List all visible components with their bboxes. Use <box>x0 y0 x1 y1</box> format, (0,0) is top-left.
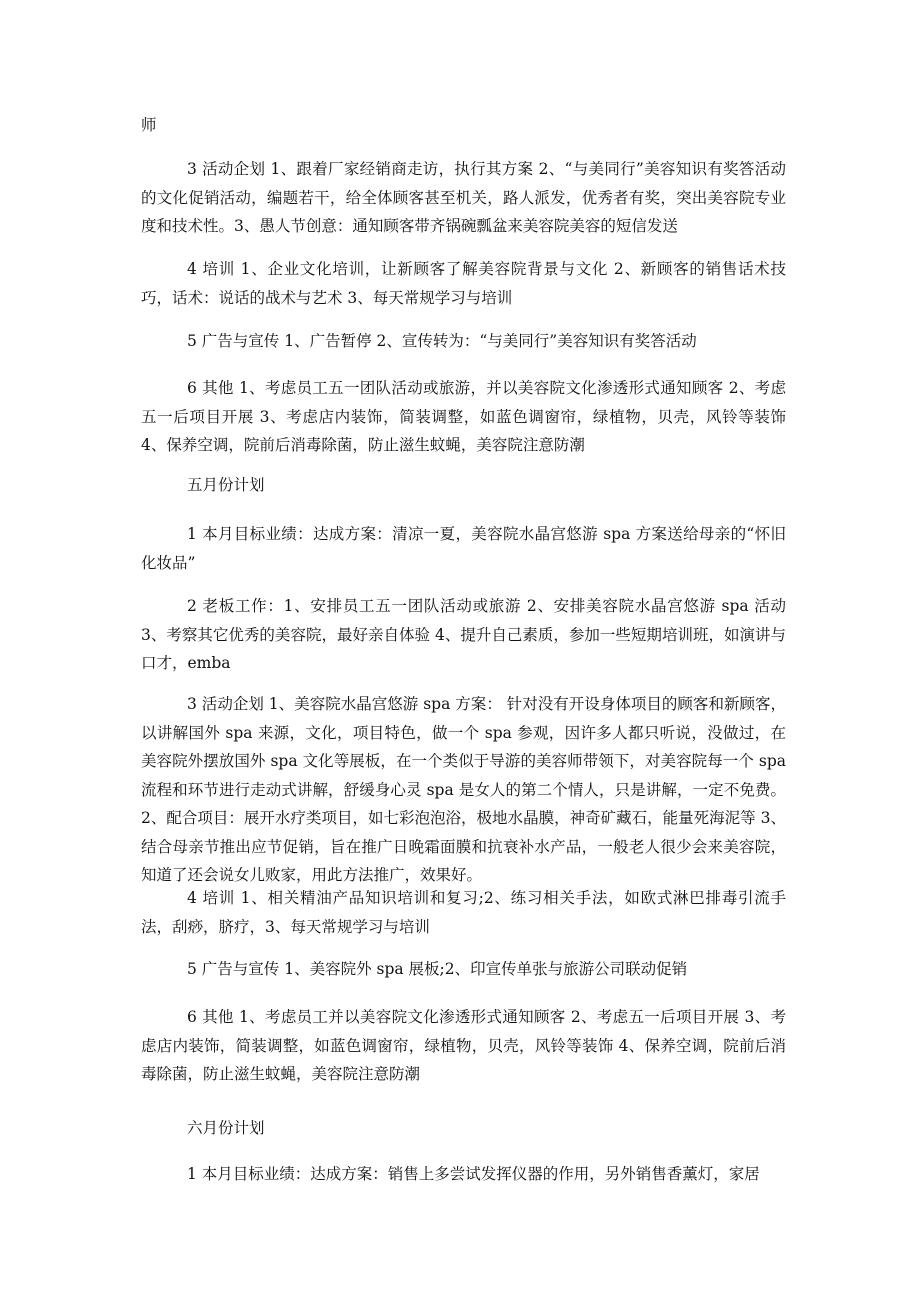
paragraph-april-other: 6 其他 1、考虑员工五一团队活动或旅游，并以美容院文化渗透形式通知顾客 2、考虑五一后项目开展 3、考虑店内装饰，简装调整，如蓝色调窗帘，绿植物，贝壳，风铃等装饰 4、保养空调，院前后消毒除菌，防止滋生蚊蝇，美容院注意防潮 <box>141 379 786 454</box>
paragraph-april-activity-plan: 3 活动企划 1、跟着厂家经销商走访，执行其方案 2、“与美同行”美容知识有奖答活动的文化促销活动，编题若干，给全体顾客甚至机关，路人派发，优秀者有奖，突出美容院专业度和技术性。3、愚人节创意：通知顾客带齐锅碗瓢盆来美容院美容的短信发送 <box>141 160 786 235</box>
paragraph-april-training: 4 培训 1、企业文化培训，让新顾客了解美容院背景与文化 2、新顾客的销售话术技巧，话术：说话的战术与艺术 3、每天常规学习与培训 <box>141 260 786 307</box>
paragraph-may-advertising: 5 广告与宣传 1、美容院外 spa 展板;2、印宣传单张与旅游公司联动促销 <box>187 960 688 978</box>
paragraph-may-training: 4 培训 1、相关精油产品知识培训和复习;2、练习相关手法，如欧式淋巴排毒引流手法，刮痧，脐疗，3、每天常规学习与培训 <box>141 889 786 936</box>
paragraph-may-boss-work: 2 老板工作：1、安排员工五一团队活动或旅游 2、安排美容院水晶宫悠游 spa 活动 3、考察其它优秀的美容院，最好亲自体验 4、提升自己素质，参加一些短期培训班，如演讲与口才，emba <box>141 597 786 672</box>
text-fragment: 师 <box>141 116 157 134</box>
paragraph-april-advertising: 5 广告与宣传 1、广告暂停 2、宣传转为：“与美同行”美容知识有奖答活动 <box>187 332 697 350</box>
paragraph-may-other: 6 其他 1、考虑员工并以美容院文化渗透形式通知顾客 2、考虑五一后项目开展 3、考虑店内装饰，简装调整，如蓝色调窗帘，绿植物，贝壳，风铃等装饰 4、保养空调，院前后消毒除菌，防止滋生蚊蝇，美容院注意防潮 <box>141 1008 786 1083</box>
heading-june-plan: 六月份计划 <box>187 1119 265 1137</box>
paragraph-may-target: 1 本月目标业绩：达成方案：清凉一夏，美容院水晶宫悠游 spa 方案送给母亲的“怀旧化妆品” <box>141 525 786 572</box>
paragraph-june-target: 1 本月目标业绩：达成方案：销售上多尝试发挥仪器的作用，另外销售香薰灯，家居 <box>187 1165 760 1183</box>
heading-may-plan: 五月份计划 <box>187 476 265 494</box>
paragraph-may-activity-plan: 3 活动企划 1、美容院水晶宫悠游 spa 方案： 针对没有开设身体项目的顾客和新顾客，以讲解国外 spa 来源，文化，项目特色，做一个 spa 参观，因许多人都只听说，没做过，在美容院外摆放国外 spa 文化等展板，在一个类似于导游的美容师带领下，对美容院每一个 spa 流程和环节进行走动式讲解，舒缓身心灵 spa 是女人的第二个情人，只是讲解，一定不免费。2、配合项目：展开水疗类项目，如七彩泡泡浴，极地水晶膜，神奇矿藏石，能量死海泥等 3、结合母亲节推出应节促销，旨在推广日晚霜面膜和抗衰补水产品，一般老人很少会来美容院，知道了还会说女儿败家，用此方法推广，效果好。 <box>141 695 786 884</box>
